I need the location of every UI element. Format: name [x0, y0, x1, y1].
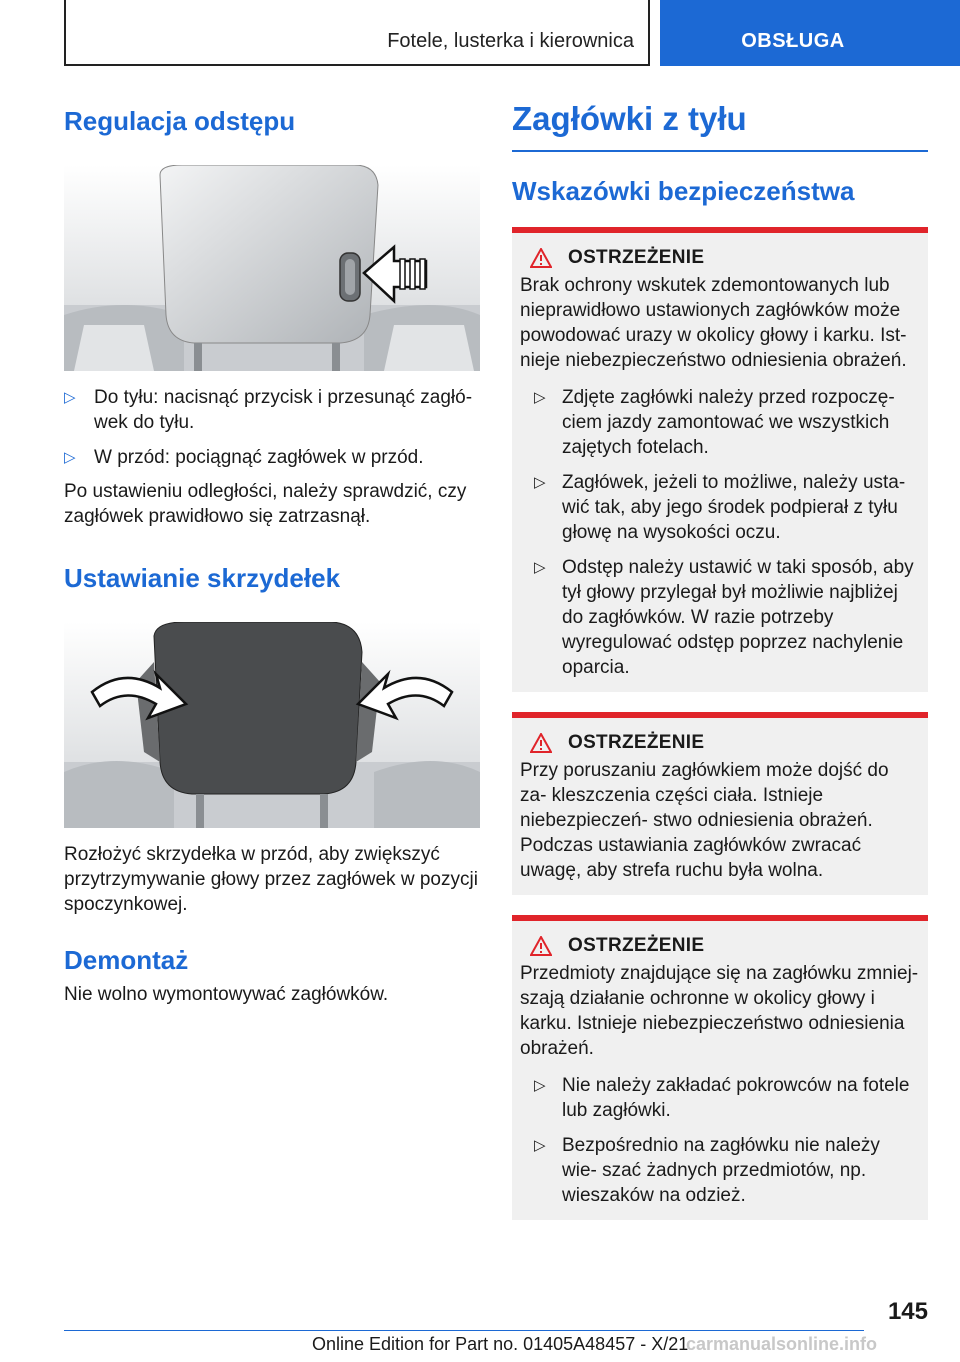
section-title: Fotele, lusterka i kierownica [387, 30, 634, 52]
warning-triangle-icon [530, 733, 552, 753]
page-header [0, 0, 960, 66]
headrest-distance-image [64, 165, 480, 371]
list-item: ▷ Odstęp należy ustawić w taki sposób, aby tył głowy przylegał był możliwie najbliżej do zagłówków. W razie potrzeby wyregulować odstęp poprzez nachylenie oparcia. [534, 557, 914, 678]
list-item: ▷ Do tyłu: nacisnąć przycisk i przesunąć zagłó- wek do tyłu. [64, 387, 473, 433]
watermark: carmanualsonline.info [686, 1334, 878, 1354]
warning-title: OSTRZEŻENIE [520, 732, 920, 754]
distance-note: Po ustawieniu odległości, należy sprawdzić, czy zagłówek prawidłowo się zatrzasnął. [64, 481, 467, 527]
list-item: ▷ W przód: pociągnąć zagłówek w przód. [64, 447, 424, 468]
list-item: ▷ Bezpośrednio na zagłówku nie należy wie- szać żadnych przedmiotów, np. wieszaków na odzież. [534, 1135, 880, 1206]
distance-heading: Regulacja odstępu [64, 106, 296, 136]
list-item: ▷ Nie należy zakładać pokrowców na fotele lub zagłówki. [534, 1075, 910, 1121]
safety-heading: Wskazówki bezpieczeństwa [512, 176, 855, 206]
triangle-bullet-icon: ▷ [534, 474, 546, 491]
removal-text: Nie wolno wymontowywać zagłówków. [64, 984, 389, 1005]
list-item: ▷ Zdjęte zagłówki należy przed rozpoczę- ciem jazdy zamontować we wszystkich zajętych fotelach. [534, 387, 895, 458]
wings-heading: Ustawianie skrzydełek [64, 563, 341, 593]
triangle-bullet-icon: ▷ [64, 449, 76, 466]
headrest-wings-image [64, 622, 480, 828]
headrest-distance-illustration [64, 165, 480, 371]
triangle-bullet-icon: ▷ [534, 1077, 546, 1094]
warning-box [512, 712, 928, 895]
removal-heading: Demontaż [64, 945, 189, 975]
distance-instructions [64, 385, 480, 529]
edition-text: Online Edition for Part no. 01405A48457 - X/21 [312, 1334, 689, 1354]
warning-text: Przy poruszaniu zagłówkiem może dojść do za- kleszczenia części ciała. Istnieje niebezpieczeń- stwo odniesienia obrażeń. Podczas ustawiania zagłówków zwracać uwagę, aby strefa ruchu była wolna. [520, 760, 889, 881]
left-column [64, 100, 480, 1007]
triangle-bullet-icon: ▷ [534, 389, 546, 406]
list-item: ▷ Zagłówek, jeżeli to możliwe, należy usta- wić tak, aby jego środek podpierał z tyłu głowę na wysokości oczu. [534, 472, 906, 543]
heading-divider [512, 150, 928, 152]
page-number: 145 [887, 1298, 928, 1325]
headrest-wings-illustration [64, 622, 480, 828]
warning-title: OSTRZEŻENIE [520, 935, 920, 957]
warning-text: Przedmioty znajdujące się na zagłówku zmniej- szają działanie ochronne w okolicy głowy i karku. Istnieje niebezpieczeństwo odniesienia obrażeń. [520, 963, 919, 1059]
wings-text: Rozłożyć skrzydełka w przód, aby zwiększyć przytrzymywanie głowy przez zagłówek w pozycji spoczynkowej. [64, 844, 478, 915]
right-column [512, 100, 928, 1220]
triangle-bullet-icon: ▷ [534, 1137, 546, 1154]
warning-box [512, 227, 928, 692]
warning-triangle-icon [530, 936, 552, 956]
triangle-bullet-icon: ▷ [534, 559, 546, 576]
main-heading: Zagłówki z tyłu [512, 100, 747, 137]
chapter-tab[interactable] [660, 0, 960, 66]
footer-divider [64, 1330, 864, 1331]
warning-text: Brak ochrony wskutek zdemontowanych lub nieprawidłowo ustawionych zagłówków może powodować urazy w okolicy głowy i karku. Ist- nieje niebezpieczeństwo odniesienia obrażeń. [520, 275, 907, 371]
triangle-bullet-icon: ▷ [64, 389, 76, 406]
chapter-label[interactable]: OBSŁUGA [741, 30, 845, 52]
warning-box [512, 915, 928, 1220]
section-tab [64, 0, 650, 66]
warning-title: OSTRZEŻENIE [520, 247, 920, 269]
warning-triangle-icon [530, 248, 552, 268]
